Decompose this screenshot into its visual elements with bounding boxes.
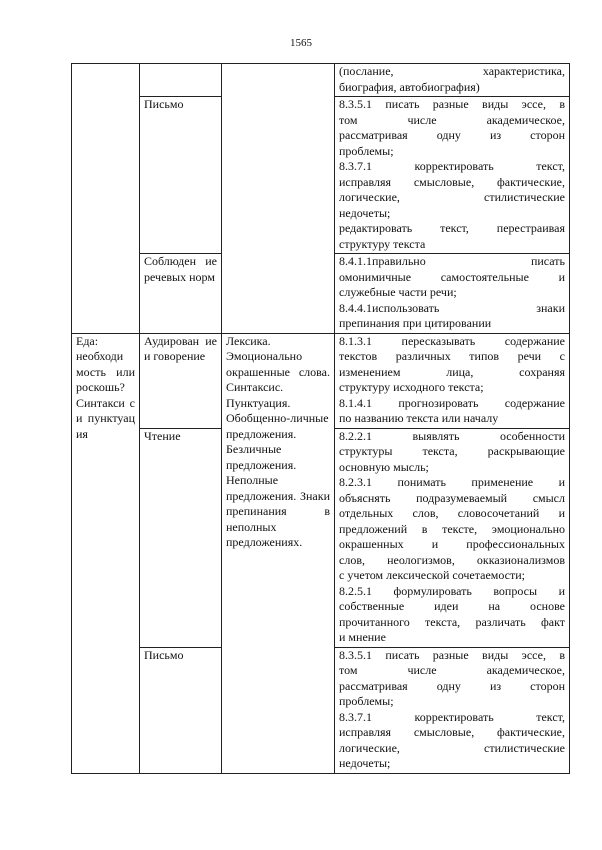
objective-line: исправляя смысловые, фактические, (339, 725, 565, 739)
objective-line: 8.2.5.1 формулировать вопросы и (339, 583, 565, 598)
grammar-cell: Лексика. Эмоционально окрашенные слова. Синтаксис. Пунктуация. Обобщенно-личные предложения. Безличные предложения. Неполные предложения. Знаки препинания в неполных предложениях. (222, 333, 335, 773)
objective-line: с учетом лексической сочетаемости; (339, 568, 525, 582)
objective-line: недочеты; (339, 756, 391, 770)
objective-line: 8.4.4.1использовать знаки (339, 300, 565, 315)
objectives-cell (335, 333, 570, 428)
objective-line: отдельных слов, словосочетаний и (339, 506, 565, 520)
theme-cell: Еда: необходи мость или роскошь? Синтакси с и пунктуац ия (72, 333, 140, 773)
objective-line: препинания при цитировании (339, 316, 492, 330)
objective-line: 8.3.5.1 писать разные виды эссе, в (339, 647, 565, 662)
objectives-cell (335, 64, 570, 97)
objective-line: проблемы; (339, 694, 394, 708)
objective-line: структуру исходного текста; (339, 380, 484, 394)
table-row (72, 64, 570, 97)
page-number: 1565 (290, 37, 312, 49)
skill-cell (140, 64, 222, 97)
objective-line: предложений в тексте, эмоционально (339, 521, 565, 536)
objective-line: 8.2.3.1 понимать применение и (339, 475, 565, 489)
objective-line: проблемы; (339, 143, 394, 158)
skill-cell: Чтение (140, 428, 222, 647)
curriculum-table (71, 63, 570, 774)
objective-line: исправляя смысловые, фактические, (339, 174, 565, 189)
objective-line: омонимичные самостоятельные и (339, 269, 565, 284)
objective-line: логические, стилистические (339, 190, 565, 204)
objective-line: основную мысль; (339, 459, 429, 474)
objective-line: логические, стилистические (339, 740, 565, 755)
objective-line: собственные идеи на основе (339, 599, 565, 613)
objective-line: 8.3.5.1 писать разные виды эссе, в (339, 97, 565, 111)
objective-line: текстов различных типов речи с (339, 349, 565, 363)
objective-line: окрашенных и профессиональных (339, 537, 565, 551)
objective-line: 8.4.1.1правильно писать (339, 254, 565, 268)
objective-line: редактировать текст, перестраивая (339, 221, 565, 235)
objective-line: 8.1.4.1 прогнозировать содержание (339, 395, 565, 410)
objective-line: (послание, характеристика, (339, 64, 565, 78)
objective-line: том числе академическое, (339, 112, 565, 127)
objective-line: слов, неологизмов, окказионализмов (339, 552, 565, 567)
objective-line: прочитанного текста, различать факт (339, 614, 565, 629)
objectives-cell (335, 254, 570, 334)
grammar-cell (222, 64, 335, 334)
skill-cell: Соблюден ие речевых норм (140, 254, 222, 334)
objectives-cell (335, 647, 570, 773)
skill-cell: Аудирован ие и говорение (140, 333, 222, 428)
objective-line: объяснять подразумеваемый смысл (339, 490, 565, 505)
objective-line: недочеты; (339, 205, 391, 220)
objective-line: по названию текста или началу (339, 411, 499, 425)
table-row (72, 333, 570, 428)
objectives-cell (335, 428, 570, 647)
objective-line: 8.1.3.1 пересказывать содержание (339, 333, 565, 348)
objective-line: 8.2.2.1 выявлять особенности (339, 428, 565, 443)
objective-line: биография, автобиография) (339, 79, 480, 94)
objective-line: рассматривая одну из сторон (339, 128, 565, 142)
objective-line: рассматривая одну из сторон (339, 678, 565, 693)
objective-line: том числе академическое, (339, 663, 565, 677)
objective-line: 8.3.7.1 корректировать текст, (339, 159, 565, 173)
skill-cell: Письмо (140, 647, 222, 773)
objective-line: и мнение (339, 630, 386, 644)
objective-line: структуры текста, раскрывающие (339, 444, 565, 458)
objective-line: изменением лица, сохраняя (339, 364, 565, 379)
objectives-cell (335, 97, 570, 254)
objective-line: служебные части речи; (339, 285, 457, 299)
objective-line: структуру текста (339, 236, 426, 251)
skill-cell: Письмо (140, 97, 222, 254)
objective-line: 8.3.7.1 корректировать текст, (339, 709, 565, 724)
theme-cell (72, 64, 140, 334)
